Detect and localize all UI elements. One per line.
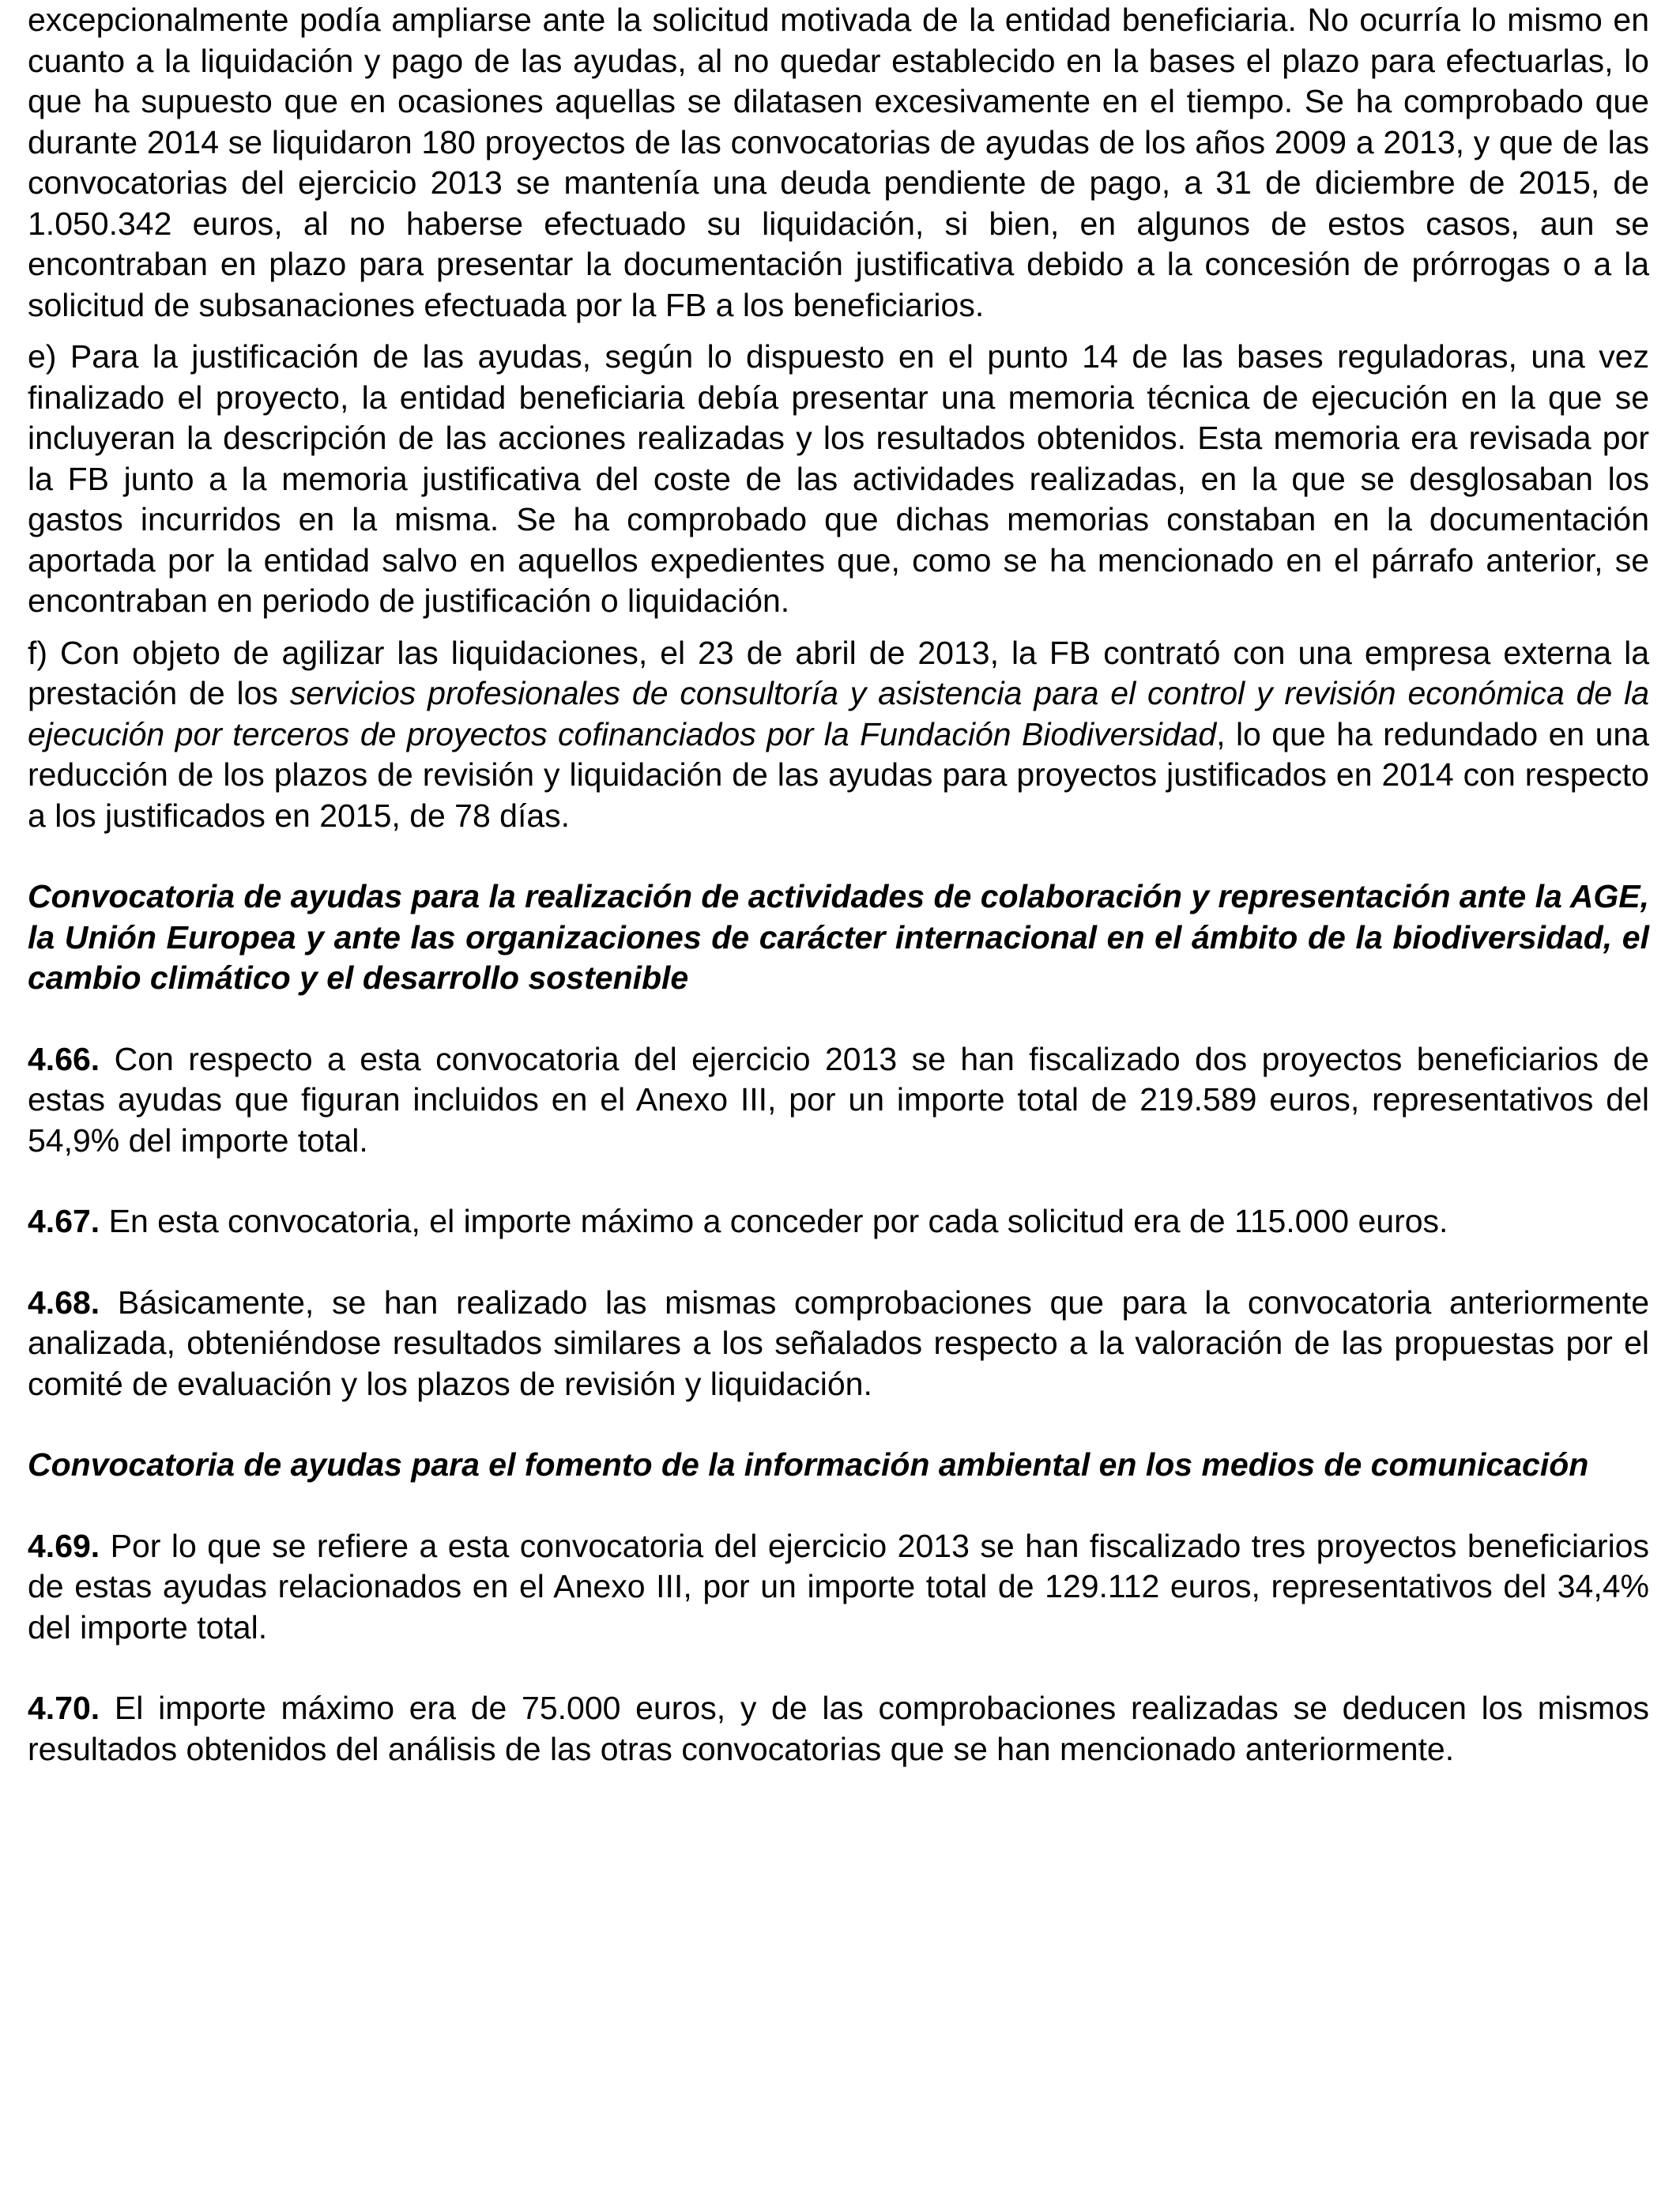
paragraph-text: Con respecto a esta convocatoria del ejercicio 2013 se han fiscalizado dos proyectos beneficiarios de estas ayudas que figuran incluidos en el Anexo III, por un importe total de 219.589 euros, representativos del 54,9% del importe total. [28,1040,1649,1159]
paragraph-text: Básicamente, se han realizado las mismas comprobaciones que para la convocatoria anteriormente analizada, obteniéndose resultados similares a los señalados respecto a la valoración de las propuestas por el comité de evaluación y los plazos de revisión y liquidación. [28,1284,1649,1402]
paragraph-f [28,633,1649,837]
paragraph-e: e) Para la justificación de las ayudas, según lo dispuesto en el punto 14 de las bases reguladoras, una vez finalizado el proyecto, la entidad beneficiaria debía presentar una memoria técnica de ejecución en la que se incluyeran la descripción de las acciones realizadas y los resultados obtenidos. Esta memoria era revisada por la FB junto a la memoria justificativa del coste de las actividades realizadas, en la que se desglosaban los gastos incurridos en la misma. Se ha comprobado que dichas memorias constaban en la documentación aportada por la entidad salvo en aquellos expedientes que, como se ha mencionado en el párrafo anterior, se encontraban en periodo de justificación o liquidación. [28,338,1649,619]
paragraph-4-68 [28,1283,1649,1405]
paragraph-4-69 [28,1526,1649,1649]
section-heading-informacion-ambiental: Convocatoria de ayudas para el fomento de la información ambiental en los medios de comunicación [28,1446,1589,1483]
paragraph-text: Por lo que se refiere a esta convocatoria del ejercicio 2013 se han fiscalizado tres proyectos beneficiarios de estas ayudas relacionados en el Anexo III, por un importe total de 129.112 euros, representativos del 34,4% del importe total. [28,1527,1649,1646]
document-page [28,0,1649,1770]
section-heading-colaboracion: Convocatoria de ayudas para la realización de actividades de colaboración y representación ante la AGE, la Unión Europea y ante las organizaciones de carácter internacional en el ámbito de la biodiversidad, el cambio climático y el desarrollo sostenible [28,878,1649,996]
paragraph-text: En esta convocatoria, el importe máximo a conceder por cada solicitud era de 115.000 euros. [100,1203,1448,1239]
paragraph-f-italic-title: servicios profesionales de consultoría y asistencia para el control y revisión económica de la ejecución por terceros de proyectos cofinanciados por la Fundación Biodiversidad [28,675,1650,752]
paragraph-f-text-1: f) Con objeto de agilizar las liquidaciones, el 23 de abril de 2013, la FB contrató con una empresa externa la prestación de los [28,634,1649,711]
paragraph-number: 4.66. [28,1040,100,1077]
paragraph-4-67 [28,1201,1649,1242]
paragraph-text: El importe máximo era de 75.000 euros, y de las comprobaciones realizadas se deducen los mismos resultados obtenidos del análisis de las otras convocatorias que se han mencionado anteriormente. [28,1690,1649,1767]
paragraph-4-70 [28,1688,1649,1770]
paragraph-number: 4.70. [28,1690,100,1726]
paragraph-number: 4.67. [28,1203,100,1239]
paragraph-number: 4.68. [28,1284,100,1321]
paragraph-f-text-2: , lo que ha redundado en una reducción de los plazos de revisión y liquidación de las ayudas para proyectos justificados en 2014 con respecto a los justificados en 2015, de 78 días. [28,715,1649,834]
paragraph-number: 4.69. [28,1527,100,1564]
paragraph-continuation: excepcionalmente podía ampliarse ante la solicitud motivada de la entidad beneficiaria. No ocurría lo mismo en cuanto a la liquidación y pago de las ayudas, al no quedar establecido en la bases el plazo para efectuarlas, lo que ha supuesto que en ocasiones aquellas se dilatasen excesivamente en el tiempo. Se ha comprobado que durante 2014 se liquidaron 180 proyectos de las convocatorias de ayudas de los años 2009 a 2013, y que de las convocatorias del ejercicio 2013 se mantenía una deuda pendiente de pago, a 31 de diciembre de 2015, de 1.050.342 euros, al no haberse efectuado su liquidación, si bien, en algunos de estos casos, aun se encontraban en plazo para presentar la documentación justificativa debido a la concesión de prórrogas o a la solicitud de subsanaciones efectuada por la FB a los beneficiarios. [28,2,1649,323]
paragraph-4-66 [28,1039,1649,1162]
